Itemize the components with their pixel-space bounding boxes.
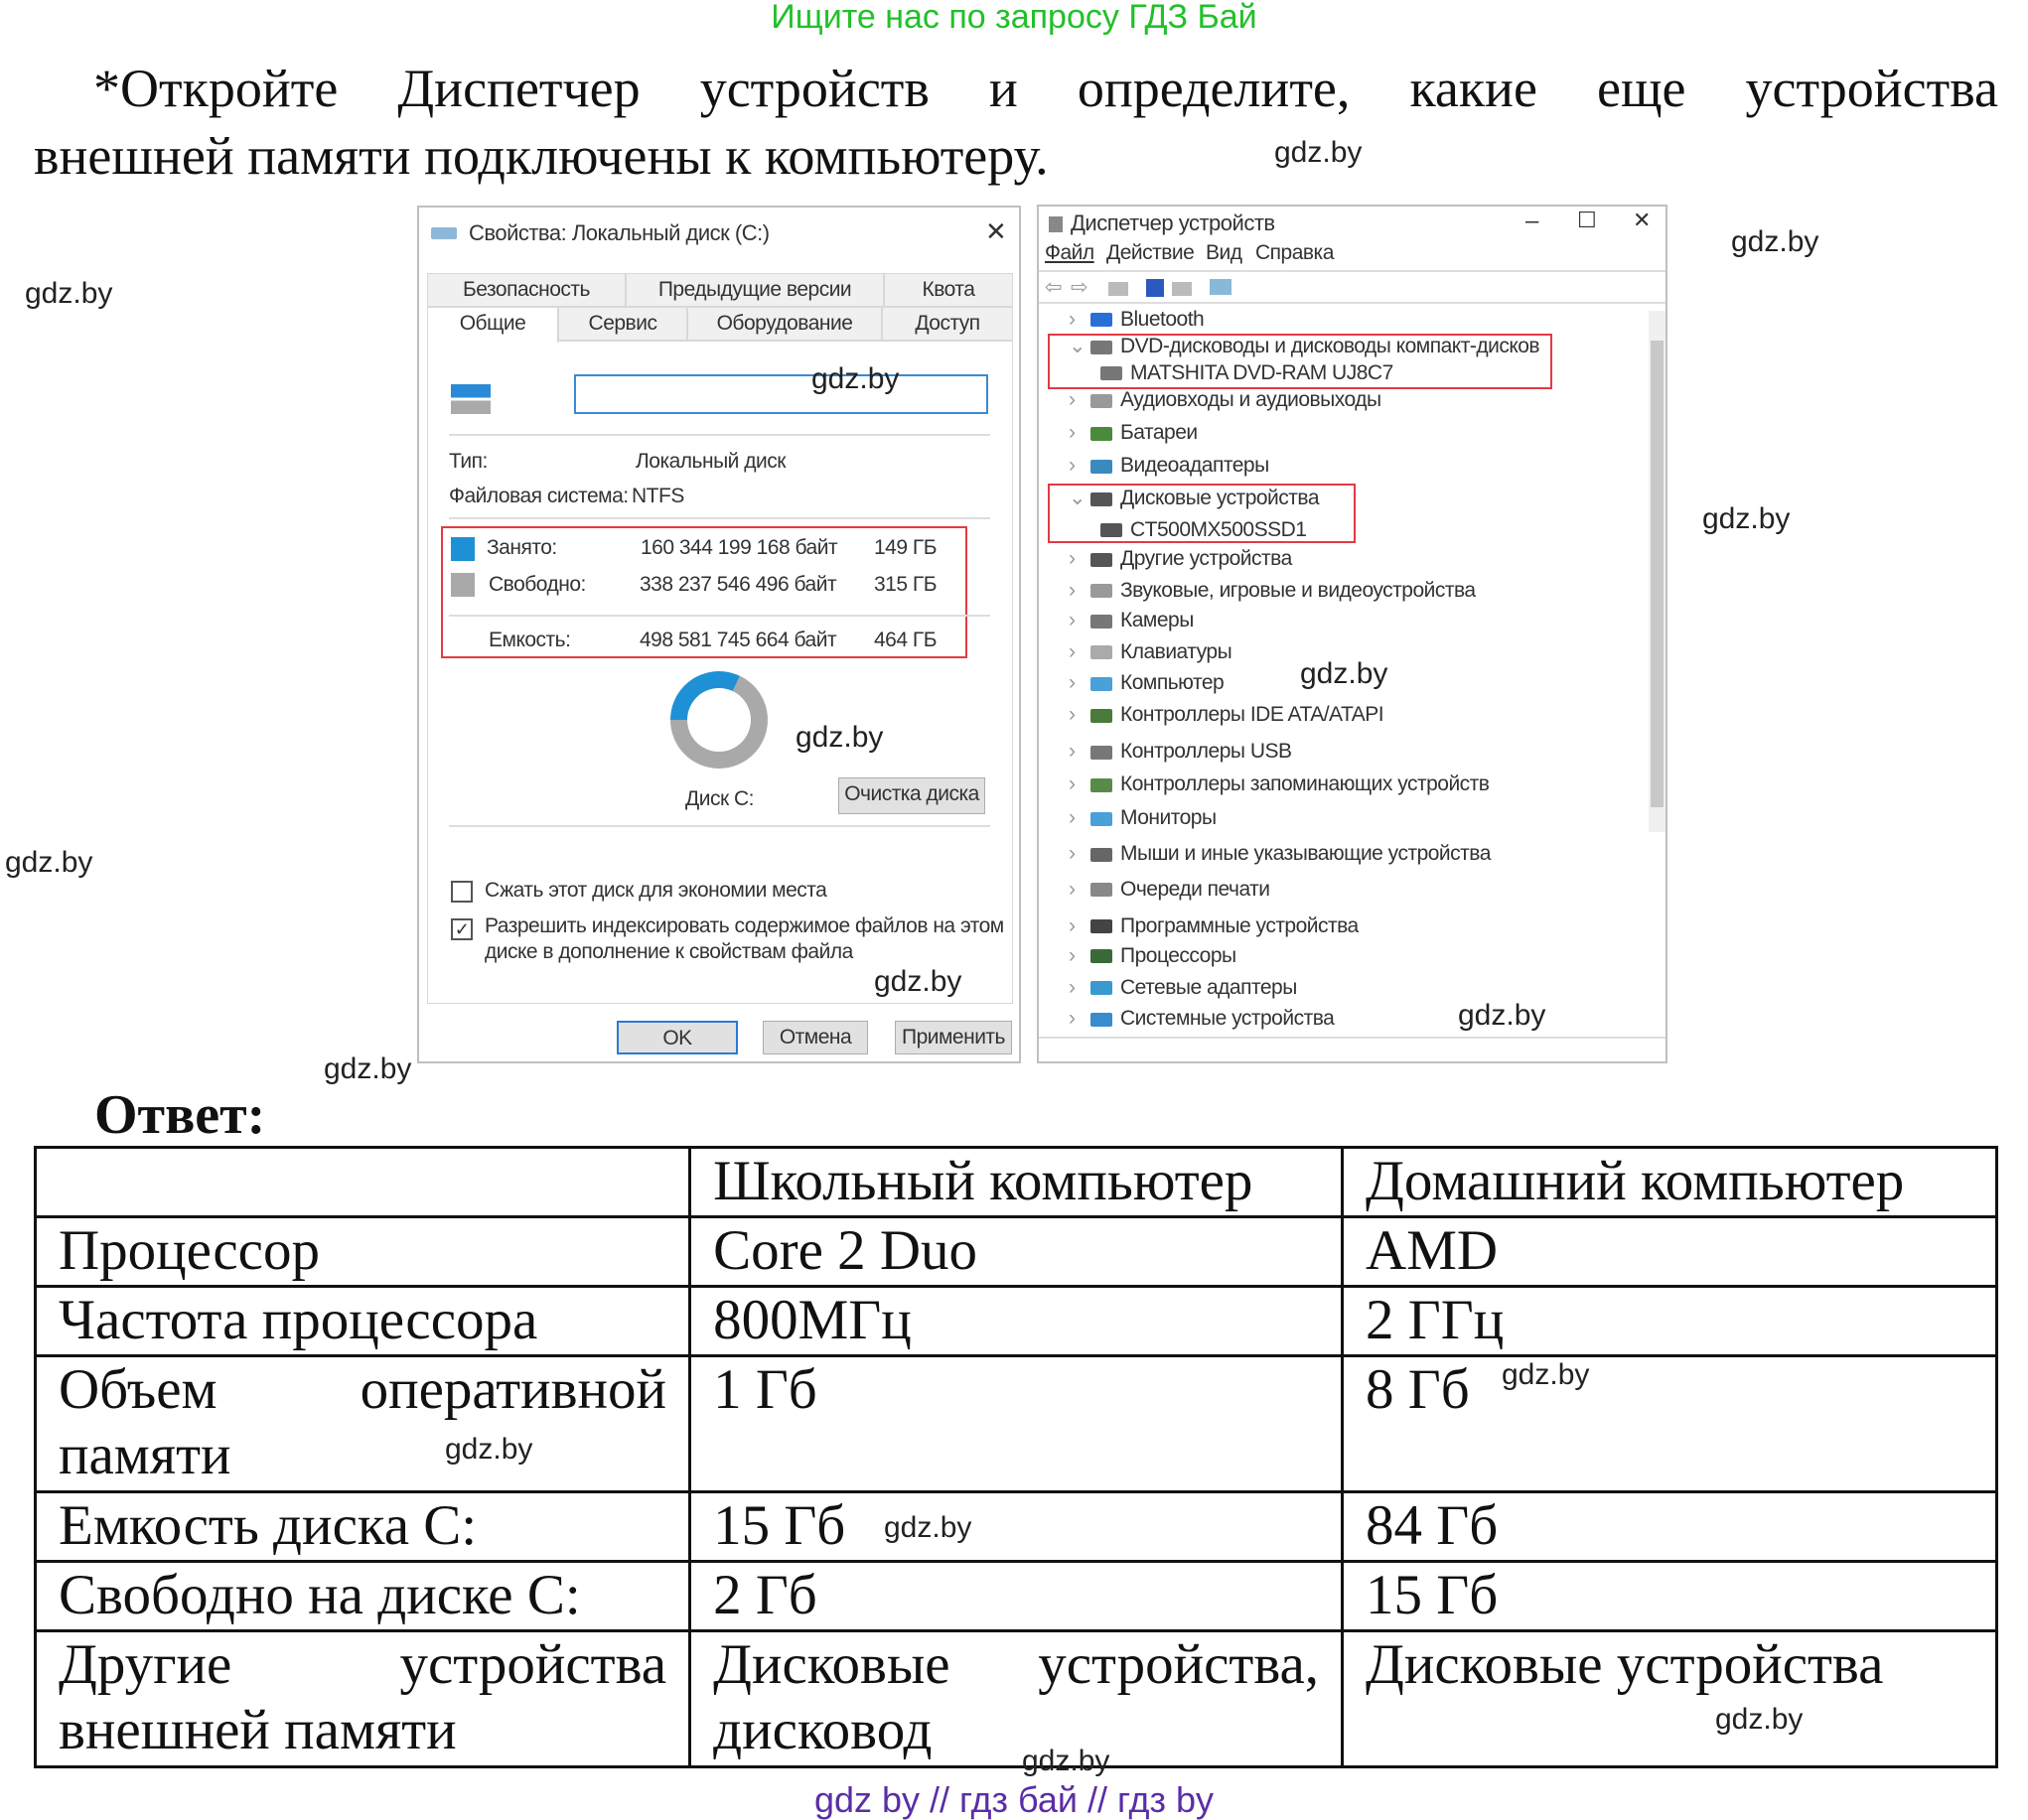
watermark: gdz.by [1731,225,1819,258]
chevron-right-icon[interactable]: › [1069,421,1076,445]
status-bar [1039,1037,1666,1039]
menu-file[interactable]: Файл [1045,241,1094,264]
forward-icon[interactable]: ⇨ [1071,276,1088,299]
capacity-label: Емкость: [489,629,571,651]
home-value: Дисковые устройства [1343,1631,1997,1767]
watermark: gdz.by [1458,999,1546,1032]
task-line-1: *Откройте Диспетчер устройств и определите, какие еще устройства [93,59,1998,118]
device-category-icon [1090,553,1112,567]
tree-item[interactable] [1069,671,1224,695]
chevron-right-icon[interactable]: › [1069,609,1076,632]
watermark: gdz.by [1274,136,1363,169]
help-icon[interactable] [1146,279,1164,297]
divider [449,517,990,519]
chevron-right-icon[interactable]: › [1069,842,1076,866]
tree-item[interactable] [1069,640,1231,664]
windows-drive-icon [451,384,491,414]
tree-item[interactable] [1069,806,1217,830]
highlight-disk-devices [1048,484,1356,543]
tree-item-label: Bluetooth [1120,307,1205,331]
chevron-down-icon[interactable]: ⌄ [1069,487,1086,510]
chevron-right-icon[interactable]: › [1069,307,1076,331]
device-manager-window [1037,205,1667,1063]
donut-hole [687,688,751,752]
index-label-1: Разрешить индексировать содержимое файлов на этом [485,914,1004,937]
used-color-swatch [451,537,475,561]
chevron-right-icon[interactable]: › [1069,578,1076,602]
home-value: 2 ГГц [1343,1287,1997,1356]
tree-item-label: Мыши и иные указывающие устройства [1120,842,1491,866]
device-category-icon [1090,812,1112,826]
table-row [36,1356,1997,1492]
device-category-icon [1090,981,1112,995]
cancel-button[interactable]: Отмена [763,1021,868,1054]
tree-item-label: MATSHITA DVD-RAM UJ8C7 [1130,360,1393,384]
compress-label: Сжать этот диск для экономии места [485,879,827,902]
table-row [36,1631,1997,1767]
fs-value: NTFS [632,485,684,507]
scrollbar-thumb[interactable] [1651,341,1664,807]
watermark: gdz.by [1502,1358,1590,1391]
watermark: gdz.by [445,1433,533,1466]
watermark: gdz.by [874,965,962,998]
tree-item-label: Аудиовходы и аудиовыходы [1120,388,1381,412]
tree-item[interactable] [1069,976,1297,1000]
update-driver-icon[interactable] [1172,282,1192,296]
device-category-icon [1090,709,1112,723]
used-bytes: 160 344 199 168 байт [641,536,838,559]
tree-item[interactable] [1069,878,1270,902]
tree-item-label: Мониторы [1120,806,1217,830]
tree-item[interactable] [1069,308,1204,332]
capacity-size: 464 ГБ [874,629,938,651]
drive-icon [431,227,457,239]
device-category-icon [1090,883,1112,897]
tree-item[interactable] [1069,421,1198,445]
tree-item-label: Контроллеры запоминающих устройств [1120,772,1490,796]
tab-security[interactable]: Безопасность [427,273,626,307]
watermark: gdz.by [1300,657,1388,690]
free-size: 315 ГБ [874,573,938,596]
tree-item[interactable] [1069,842,1491,866]
back-icon[interactable]: ⇦ [1045,276,1063,299]
device-category-icon [1090,313,1112,327]
device-category-icon [1090,645,1112,659]
tree-item[interactable] [1069,609,1194,632]
chevron-right-icon[interactable]: › [1069,547,1076,571]
task-text [34,55,1998,190]
watermark: gdz.by [1715,1703,1804,1736]
chevron-right-icon[interactable]: › [1069,877,1076,901]
school-value: Core 2 Duo [690,1217,1343,1287]
table-header-row [36,1148,1997,1217]
device-category-icon [1090,848,1112,862]
row-label: Объем оперативной памяти [36,1356,690,1492]
ok-button[interactable]: OK [617,1021,738,1054]
task-line-2: внешней памяти подключены к компьютеру. [34,126,1049,186]
tree-item-label: Системные устройства [1120,1007,1335,1031]
table-row [36,1492,1997,1562]
header-cell: Домашний компьютер [1343,1148,1997,1217]
free-label: Свободно: [489,573,586,596]
free-color-swatch [451,573,475,597]
type-label: Тип: [449,450,488,473]
tree-item-label: Другие устройства [1120,547,1292,571]
tree-item[interactable] [1069,740,1292,764]
tree-item[interactable] [1069,703,1383,727]
dialog-title: Свойства: Локальный диск (C:) [469,220,770,245]
tab-service[interactable]: Сервис [558,307,687,341]
answer-label: Ответ: [94,1084,266,1146]
tree-item-label: Звуковые, игровые и видеоустройства [1120,578,1476,602]
tab-quota[interactable]: Квота [884,273,1013,307]
chevron-right-icon[interactable]: › [1069,944,1076,968]
fs-label: Файловая система: [449,485,629,507]
tree-item-label: Сетевые адаптеры [1120,975,1297,999]
tree-item-label: Видеоадаптеры [1120,454,1269,478]
close-icon[interactable]: ✕ [985,216,1007,246]
home-value: 15 Гб [1343,1562,1997,1631]
tree-item[interactable] [1069,772,1489,796]
home-value: 8 Гб [1343,1356,1997,1492]
index-checkbox[interactable]: ✓ [451,918,473,940]
device-manager-icon [1049,216,1063,232]
watermark: gdz.by [25,277,113,310]
tree-item-label: Клавиатуры [1120,639,1232,663]
window-title: Диспетчер устройств [1071,210,1275,235]
compress-checkbox[interactable] [451,881,473,903]
chevron-right-icon[interactable]: › [1069,454,1076,478]
tree-item[interactable] [1069,1007,1334,1031]
table-row [36,1287,1997,1356]
tree-item-label: Контроллеры USB [1120,740,1292,764]
row-label: Емкость диска С: [36,1492,690,1562]
chevron-right-icon[interactable]: › [1069,703,1076,727]
header-cell: Школьный компьютер [690,1148,1343,1217]
chevron-right-icon[interactable]: › [1069,639,1076,663]
divider [449,434,990,436]
divider [449,825,990,827]
tree-item[interactable] [1069,579,1476,603]
school-value: 800МГц [690,1287,1343,1356]
disk-cleanup-button[interactable]: Очистка диска [838,777,985,814]
menu-view[interactable]: Вид [1206,241,1242,264]
device-category-icon [1090,584,1112,598]
highlight-dvd [1048,334,1552,389]
maximize-button[interactable]: ☐ [1577,208,1597,232]
watermark: gdz.by [884,1511,972,1544]
device-category-icon [1090,394,1112,408]
apply-button[interactable]: Применить [895,1021,1012,1054]
tree-item-label: DVD-дисководы и дисководы компакт-дисков [1120,335,1540,358]
table-row [36,1217,1997,1287]
capacity-bytes: 498 581 745 664 байт [640,629,837,651]
free-bytes: 338 237 546 496 байт [640,573,837,596]
device-category-icon [1090,615,1112,629]
menu-action[interactable]: Действие [1106,241,1195,264]
divider [449,615,990,617]
device-category-icon [1090,949,1112,963]
scan-hardware-icon[interactable] [1210,279,1231,295]
tree-item-label: Программные устройства [1120,913,1359,937]
tree-item-label: Процессоры [1120,944,1236,968]
row-label: Частота процессора [36,1287,690,1356]
school-value: 1 Гб [690,1356,1343,1492]
used-size: 149 ГБ [874,536,938,559]
properties-icon[interactable] [1108,282,1128,296]
index-label-2: диске в дополнение к свойствам файла [485,940,853,963]
device-category-icon [1090,746,1112,760]
disk-label: Диск C: [685,787,754,810]
device-category-icon [1090,919,1112,933]
chevron-right-icon[interactable]: › [1069,772,1076,796]
tree-item-label: Камеры [1120,609,1194,632]
row-label: Процессор [36,1217,690,1287]
device-category-icon [1090,1013,1112,1027]
chevron-right-icon[interactable]: › [1069,913,1076,937]
top-banner: Ищите нас по запросу ГДЗ Бай [771,0,1257,36]
school-value: 15 Гб [690,1492,1343,1562]
device-category-icon [1090,427,1112,441]
tab-sharing[interactable]: Доступ [882,307,1013,341]
close-button[interactable]: ✕ [1633,208,1651,232]
chevron-right-icon[interactable]: › [1069,975,1076,999]
watermark: gdz.by [324,1052,412,1085]
watermark: gdz.by [1022,1745,1110,1777]
chevron-right-icon[interactable]: › [1069,806,1076,830]
tab-hardware[interactable]: Оборудование [687,307,882,341]
home-value: 84 Гб [1343,1492,1997,1562]
chevron-right-icon[interactable]: › [1069,1007,1076,1031]
tree-item[interactable] [1069,454,1269,478]
tree-item-label: CT500MX500SSD1 [1130,518,1307,542]
device-category-icon [1090,778,1112,792]
properties-dialog [417,206,1021,1063]
table-row [36,1562,1997,1631]
tree-item[interactable] [1069,914,1359,938]
tree-item-label: Батареи [1120,421,1198,445]
divider [1039,270,1666,272]
school-value: Дисковые устройства, дисковод [690,1631,1343,1767]
scrollbar[interactable] [1649,311,1666,832]
used-label: Занято: [487,536,557,559]
chevron-right-icon[interactable]: › [1069,671,1076,695]
chevron-right-icon[interactable]: › [1069,388,1076,412]
device-category-icon [1090,677,1112,691]
chevron-right-icon[interactable]: › [1069,740,1076,764]
divider [1039,302,1666,304]
row-label: Другие устройства внешней памяти [36,1631,690,1767]
tab-previous-versions[interactable]: Предыдущие версии [626,273,884,307]
tree-item[interactable] [1069,547,1292,571]
school-value: 2 Гб [690,1562,1343,1631]
watermark: gdz.by [811,362,900,395]
tree-item-label: Компьютер [1120,671,1225,695]
watermark: gdz.by [1702,502,1791,535]
tree-item-label: Контроллеры IDE ATA/ATAPI [1120,703,1384,727]
tree-item[interactable] [1069,388,1381,412]
header-cell [36,1148,690,1217]
chevron-down-icon[interactable]: ⌄ [1069,335,1086,358]
type-value: Локальный диск [636,450,786,473]
row-label: Свободно на диске С: [36,1562,690,1631]
answer-table [34,1146,1998,1768]
tree-item-label: Очереди печати [1120,877,1270,901]
menu-help[interactable]: Справка [1255,241,1334,264]
device-category-icon [1090,460,1112,474]
tree-item[interactable] [1069,944,1236,968]
drive-name-input[interactable] [574,374,988,414]
footer-links: gdz by // гдз бай // гдз by [813,1779,1215,1820]
minimize-button[interactable]: – [1525,208,1538,234]
watermark: gdz.by [796,721,884,754]
tree-item-label: Дисковые устройства [1120,487,1320,510]
tab-general[interactable]: Общие [427,307,558,343]
watermark: gdz.by [5,846,93,879]
home-value: AMD [1343,1217,1997,1287]
